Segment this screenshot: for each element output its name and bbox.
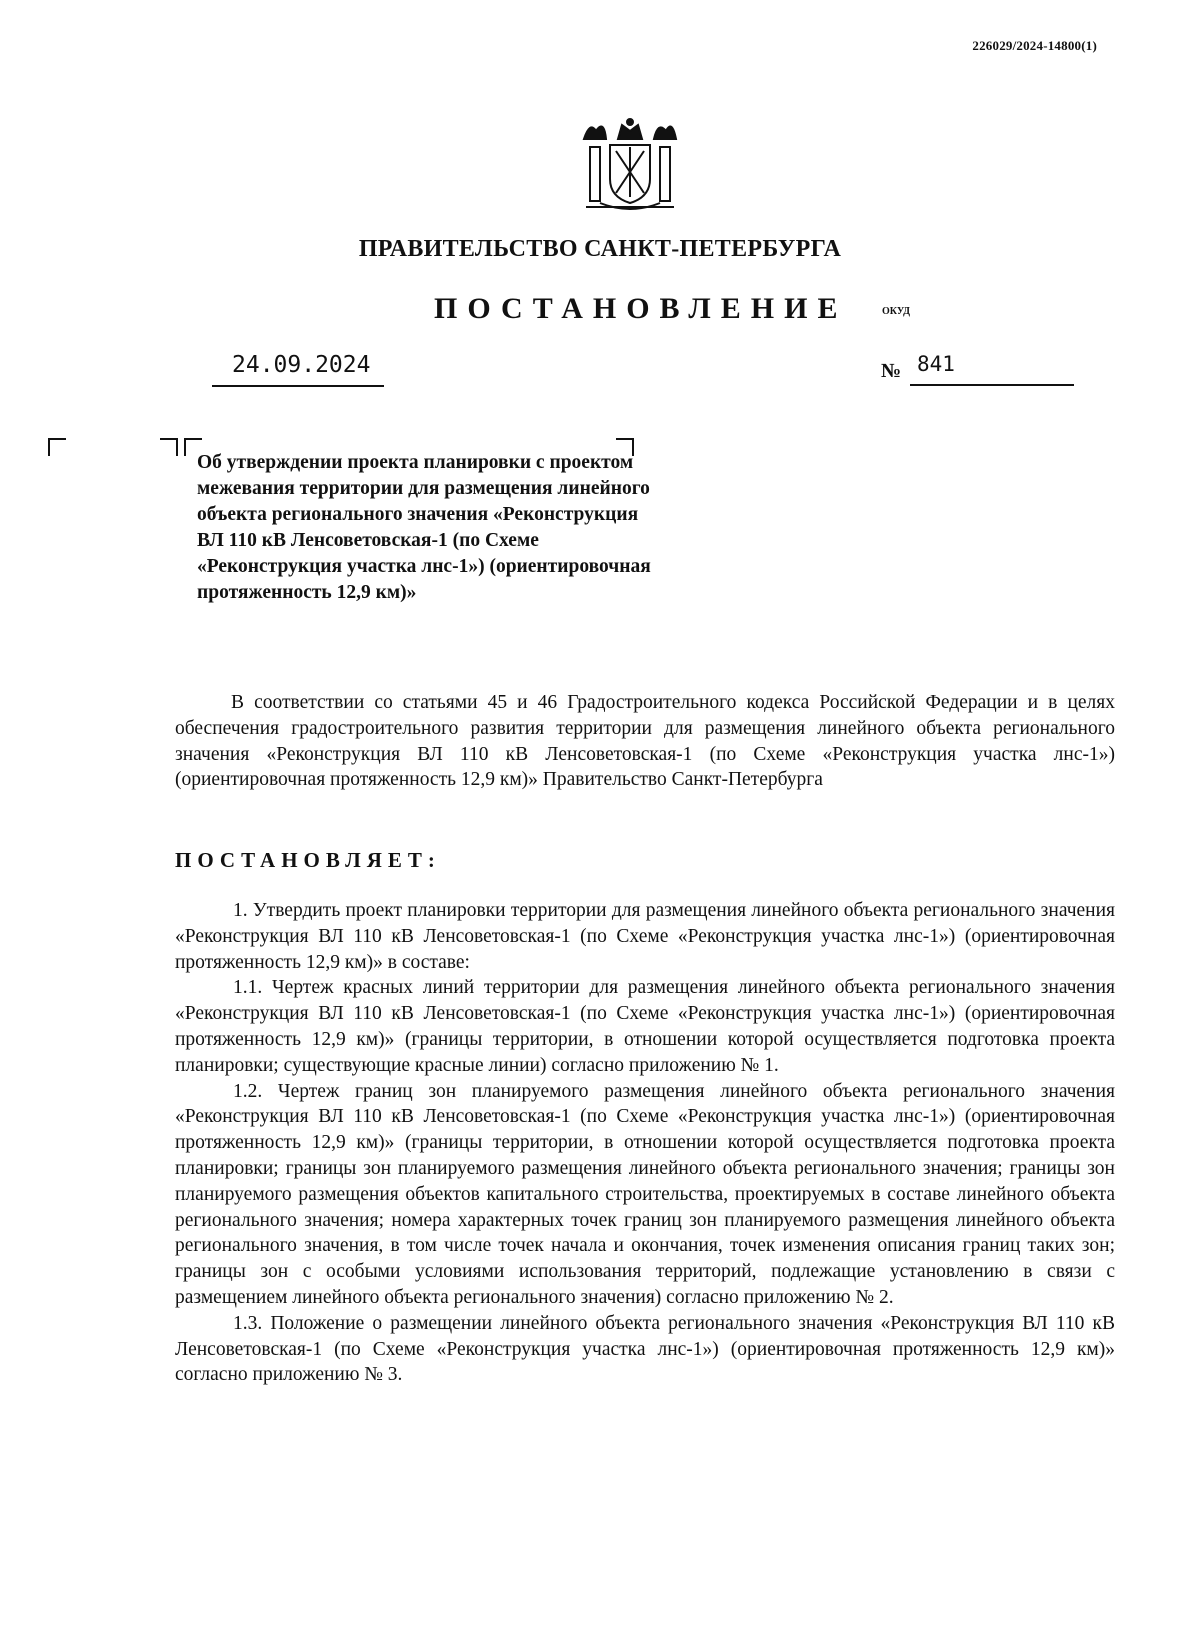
government-title: ПРАВИТЕЛЬСТВО САНКТ-ПЕТЕРБУРГА	[358, 236, 842, 262]
item-1-3: 1.3. Положение о размещении линейного объекта регионального значения «Реконструкция ВЛ 110 кВ Ленсоветовская-1 (по Схеме «Реконструкция участка лнс-1») (ориентировочная протяженность 12,9 км)» согласно приложению № 3.	[175, 1312, 1115, 1386]
corner-mark-subject-left-outer	[160, 438, 178, 456]
number-sign: №	[881, 360, 902, 382]
resolves-heading: ПОСТАНОВЛЯЕТ:	[175, 848, 441, 872]
decree-number: 841	[917, 352, 955, 376]
number-underline	[910, 384, 1074, 386]
item-1-1: 1.1. Чертеж красных линий территории для размещения линейного объекта регионального значения «Реконструкция ВЛ 110 кВ Ленсоветовская-1 (по Схеме «Реконструкция участка лнс-1») (ориентировочная протяженность 12,9 км)» (границы территории, в отношении которой осуществляется подготовка проекта планировки; существующие красные линии) согласно приложению № 1.	[175, 977, 1115, 1076]
corner-mark-left	[48, 438, 66, 456]
item-1-2: 1.2. Чертеж границ зон планируемого размещения линейного объекта регионального значения «Реконструкция ВЛ 110 кВ Ленсоветовская-1 (по Схеме «Реконструкция участка лнс-1») (ориентировочная протяженность 12,9 км)» (границы территории, в отношении которой осуществляется подготовка проекта планировки; границы зон планируемого размещения линейного объекта регионального значения; границы зон планируемого размещения объектов капитального строительства, проектируемых в составе линейного объекта регионального значения; номера характерных точек границ зон планируемого размещения линейного объекта регионального значения, в том числе точек начала и окончания, точек изменения описания границ таких зон; границы зон с особыми условиями использования территорий, подлежащие установлению в связи с размещением линейного объекта регионального значения) согласно приложению № 2.	[175, 1080, 1115, 1308]
date-underline	[212, 385, 384, 387]
preamble-block	[175, 690, 1115, 793]
document-id: 226029/2024-14800(1)	[972, 38, 1097, 53]
decree-title: ПОСТАНОВЛЕНИЕ	[434, 292, 848, 325]
saint-petersburg-coat-of-arms-icon	[578, 117, 682, 217]
decree-items	[175, 898, 1115, 1388]
decree-date: 24.09.2024	[232, 352, 371, 378]
decree-subject: Об утверждении проекта планировки с проектом межевания территории для размещения линейного объекта регионального значения «Реконструкция ВЛ 110 кВ Ленсоветовская-1 (по Схеме «Реконструкция участка лнс-1») (ориентировочная протяженность 12,9 км)»	[197, 452, 651, 603]
okud-label: ОКУД	[882, 306, 911, 317]
preamble-paragraph: В соответствии со статьями 45 и 46 Градостроительного кодекса Российской Федерации и в целях обеспечения градостроительного развития территории для размещения линейного объекта регионального значения «Реконструкция ВЛ 110 кВ Ленсоветовская-1 (по Схеме «Реконструкция участка лнс-1») (ориентировочная протяженность 12,9 км)» Правительство Санкт-Петербурга	[175, 692, 1115, 791]
item-1: 1. Утвердить проект планировки территории для размещения линейного объекта регионального значения «Реконструкция ВЛ 110 кВ Ленсоветовская-1 (по Схеме «Реконструкция участка лнс-1») (ориентировочная протяженность 12,9 км)» в составе:	[175, 900, 1115, 973]
